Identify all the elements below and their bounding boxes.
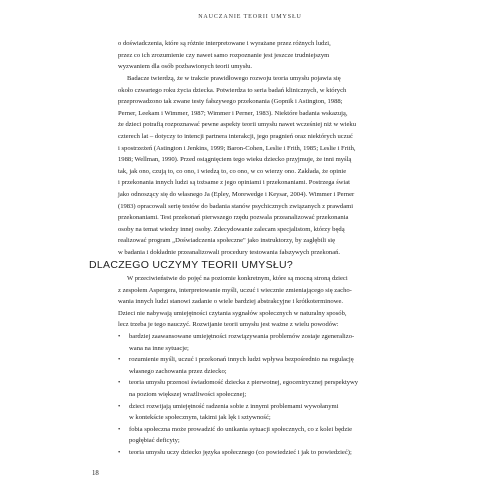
paragraph-line: jako odnoszący się do własnego Ja (Epley, Morewedge i Keysar, 2004). Wimmer i Perner — [118, 190, 355, 198]
list-item-line: na poziom większej wrażliwości społecznej; — [129, 390, 247, 398]
bullet-marker: • — [118, 448, 121, 456]
paragraph-line: o doświadczenia, które są różnie interpretowane i wyrażane przez różnych ludzi, — [118, 40, 331, 47]
running-header: NAUCZANIE TEORII UMYSŁU — [198, 14, 302, 20]
paragraph-line: W przeciwieństwie do pojęć na poziomie konkretnym, które są mocną stroną dzieci — [127, 275, 348, 282]
paragraph-line: Dzieci nie nabywają umiejętności czytania sygnałów społecznych w naturalny sposób, — [118, 309, 347, 317]
bullet-list — [118, 331, 383, 459]
paragraph-line: w badania i dokładnie przeanalizowali procedury testowania fałszywych przekonań. — [118, 248, 341, 256]
paragraph-reasons — [118, 273, 380, 331]
paragraph-line: 1988; Wellman, 1990). Przed osiągnięciem tego wieku dziecko przyjmuje, że inni myślą — [118, 156, 352, 164]
paragraph-line: że dzieci potrafią rozpoznawać pewne aspekty teorii umysłu nawet wcześniej niż w wieku — [118, 121, 357, 129]
paragraph-line: (1983) opracowali serię testów do badania stanów psychicznych związanych z prawdami — [118, 202, 354, 210]
paragraph-line: około czwartego roku życia dziecka. Potwierdza to seria badań klinicznych, w których — [118, 86, 347, 94]
paragraph-line: czterech lat – dotyczy to intencji partnera interakcji, jego pragnień oraz niektórych uczuć — [118, 132, 353, 140]
paragraph-continuation — [118, 38, 380, 73]
paragraph-line: tak, jak ono, czują to, co ono, i wiedzą to, co ono, w co wierzy ono. Zakłada, że opinie — [118, 167, 347, 175]
paragraph-line: przekonaniami. Test przekonań pierwszego rzędu pozwala przeanalizować przekonania — [118, 214, 349, 222]
bullet-marker: • — [118, 379, 121, 387]
list-item-line: w kontekście społecznym, takimi jak lęk i sztywność; — [129, 414, 271, 422]
list-item — [118, 377, 383, 400]
list-item — [118, 424, 383, 447]
paragraph-line: i przekonania innych ludzi są tożsame z jego opiniami i przekonaniami. Postrzega świat — [118, 179, 350, 187]
bullet-marker: • — [118, 333, 121, 340]
list-item-line: pogłębiać deficyty; — [129, 437, 180, 445]
list-item — [118, 354, 383, 377]
paragraph-line: wania innych ludzi stanowi zadanie o wiele bardziej abstrakcyjne i krótkoterminowe. — [118, 298, 344, 306]
paragraph-line: realizować program „Doświadczenia społeczne" jako instruktorzy, by zagłębili się — [118, 237, 336, 245]
paragraph-line: Perner, Leekam i Wimmer, 1987; Wimmer i Perner, 1983). Niektóre badania wskazują, — [118, 109, 348, 117]
list-item-line: teoria umysłu uczy dziecko języka społecznego (co powiedzieć i jak to powiedzieć); — [129, 448, 352, 456]
paragraph-line: przez co ich zrozumienie czy nawet samo rozpoznanie jest jeszcze trudniejszym — [118, 51, 330, 59]
paragraph-line: z zespołem Aspergera, interpretowanie myśli, uczuć i wiecznie zmieniającego się zacho- — [118, 286, 352, 294]
page-number: 18 — [92, 470, 99, 477]
list-item-line: własnego zachowania przez dziecko; — [129, 367, 227, 375]
paragraph-line: osoby na temat wiedzy innej osoby. Zdecydowanie zalecam specjalistom, którzy będą — [118, 225, 345, 233]
paragraph-line: Badacze twierdzą, że w trakcie prawidłowego rozwoju teoria umysłu pojawia się — [127, 75, 341, 82]
list-item — [118, 331, 383, 354]
paragraph-line: lecz trzeba je tego nauczyć. Rozwijanie teorii umysłu jest ważne z wielu powodów: — [118, 321, 339, 329]
bullet-marker: • — [118, 356, 121, 364]
list-item-line: wana na inne sytuacje; — [129, 344, 189, 352]
list-item — [118, 447, 383, 459]
bullet-marker: • — [118, 425, 121, 433]
section-heading: DLACZEGO UCZYMY TEORII UMYSŁU? — [89, 259, 294, 271]
list-item-line: rozumienie myśli, uczuć i przekonań innych ludzi wpływa bezpośrednio na regulację — [129, 356, 354, 364]
paragraph-development — [118, 73, 380, 259]
paragraph-line: wyzwaniem dla osób pozbawionych teorii umysłu. — [118, 63, 253, 71]
list-item-line: bardziej zaawansowane umiejętności rozwiązywania problemów zostaje zgeneralizo- — [129, 333, 355, 340]
bullet-marker: • — [118, 402, 121, 410]
list-item — [118, 401, 383, 424]
list-item-line: fobia społeczna może prowadzić do unikania sytuacji społecznych, co z kolei będzie — [129, 425, 352, 433]
list-item-line: teoria umysłu przenosi świadomość dziecka z pierwotnej, egocentrycznej perspektywy — [129, 379, 359, 387]
list-item-line: dzieci rozwijają umiejętność radzenia sobie z innymi problemami wywołanymi — [129, 402, 339, 410]
paragraph-line: przeprowadzono tak zwane testy fałszywego przekonania (Gopnik i Astington, 1988; — [118, 98, 343, 106]
paragraph-line: i spostrzeżeń (Astington i Jenkins, 1999; Baron-Cohen, Leslie i Frith, 1985; Leslie i Frith, — [118, 144, 356, 152]
